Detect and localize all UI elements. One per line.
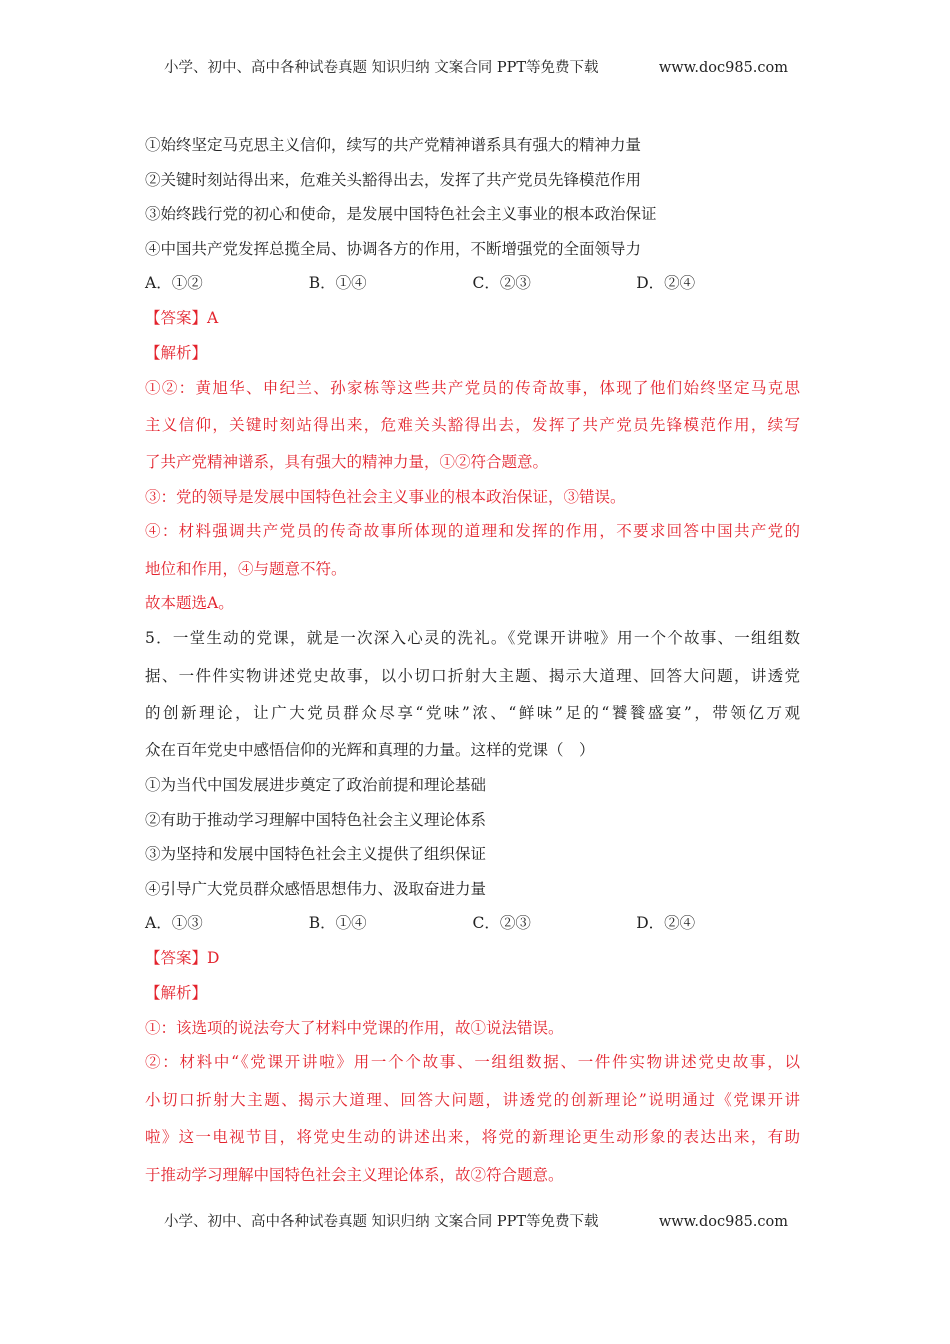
option: C．②③	[472, 274, 531, 292]
option: B．①④	[308, 914, 367, 932]
footer-text: 小学、初中、高中各种试卷真题 知识归纳 文案合同 PPT等免费下载	[164, 1214, 599, 1230]
analysis-line: 主义信仰，关键时刻站得出来，危难关头豁得出去，发挥了共产党员先锋模范作用，续写	[145, 416, 800, 434]
analysis-line: 小切口折射大主题、揭示大道理、回答大问题，讲透党的创新理论”说明通过《党课开讲	[145, 1091, 800, 1109]
question-line: ②有助于推动学习理解中国特色社会主义理论体系	[145, 811, 487, 829]
answer-options	[145, 273, 800, 293]
question-line: 众在百年党史中感悟信仰的光辉和真理的力量。这样的党课（ ）	[145, 741, 595, 759]
analysis-line: 【答案】D	[145, 949, 220, 967]
analysis-line: 故本题选A。	[145, 594, 234, 612]
analysis-line: 地位和作用，④与题意不符。	[145, 560, 347, 578]
option: C．②③	[472, 914, 531, 932]
option: D．②④	[636, 914, 696, 932]
analysis-line: 【解析】	[145, 984, 208, 1002]
page-header	[164, 59, 788, 77]
question-line: ①为当代中国发展进步奠定了政治前提和理论基础	[145, 776, 487, 794]
question-line: 据、一件件实物讲述党史故事，以小切口折射大主题、揭示大道理、回答大问题，讲透党	[145, 667, 800, 685]
answer-options	[145, 913, 800, 933]
option: A．①②	[145, 274, 203, 292]
analysis-line: 了共产党精神谱系，具有强大的精神力量，①②符合题意。	[145, 453, 549, 471]
analysis-line: 啦》这一电视节目，将党史生动的讲述出来，将党的新理论更生动形象的表达出来，有助	[145, 1128, 800, 1146]
question-line: 5．一堂生动的党课，就是一次深入心灵的洗礼。《党课开讲啦》用一个个故事、一组组数	[145, 629, 800, 647]
analysis-line: ②：材料中“《党课开讲啦》用一个个故事、一组组数据、一件件实物讲述党史故事，以	[145, 1053, 800, 1071]
question-line: ③始终践行党的初心和使命，是发展中国特色社会主义事业的根本政治保证	[145, 205, 657, 223]
question-line: ④中国共产党发挥总揽全局、协调各方的作用，不断增强党的全面领导力	[145, 240, 642, 258]
question-line: ④引导广大党员群众感悟思想伟力、汲取奋进力量	[145, 880, 487, 898]
analysis-line: 于推动学习理解中国特色社会主义理论体系，故②符合题意。	[145, 1166, 564, 1184]
analysis-line: ③：党的领导是发展中国特色社会主义事业的根本政治保证，③错误。	[145, 488, 626, 506]
option: B．①④	[308, 274, 367, 292]
analysis-line: 【答案】A	[145, 309, 219, 327]
question-line: ③为坚持和发展中国特色社会主义提供了组织保证	[145, 845, 487, 863]
analysis-line: 【解析】	[145, 344, 208, 362]
question-line: 的创新理论，让广大党员群众尽享“党味”浓、“鲜味”足的“饕餮盛宴”，带领亿万观	[145, 704, 800, 722]
question-line: ②关键时刻站得出来，危难关头豁得出去，发挥了共产党员先锋模范作用	[145, 171, 642, 189]
page-footer	[164, 1213, 788, 1231]
analysis-line: ①②：黄旭华、申纪兰、孙家栋等这些共产党员的传奇故事，体现了他们始终坚定马克思	[145, 379, 800, 397]
analysis-line: ④：材料强调共产党员的传奇故事所体现的道理和发挥的作用，不要求回答中国共产党的	[145, 522, 800, 540]
header-text: 小学、初中、高中各种试卷真题 知识归纳 文案合同 PPT等免费下载	[164, 60, 599, 76]
analysis-line: ①：该选项的说法夸大了材料中党课的作用，故①说法错误。	[145, 1019, 564, 1037]
question-line: ①始终坚定马克思主义信仰，续写的共产党精神谱系具有强大的精神力量	[145, 136, 642, 154]
footer-url: www.doc985.com	[658, 1214, 788, 1230]
option: A．①③	[145, 914, 203, 932]
header-url: www.doc985.com	[658, 60, 788, 76]
option: D．②④	[636, 274, 696, 292]
